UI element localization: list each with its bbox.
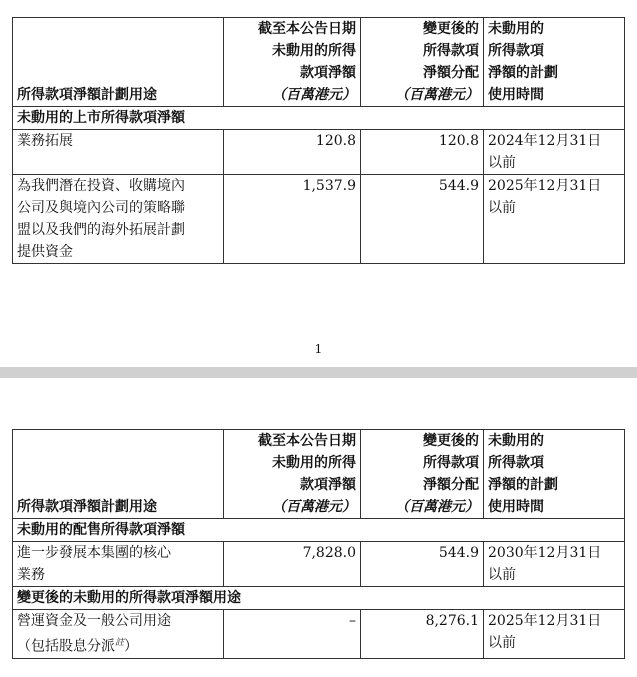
allocation-cell: 544.9: [361, 542, 484, 587]
header-revised-allocation: 變更後的 所得款項 淨額分配 （百萬港元）: [361, 430, 484, 519]
table-row: [13, 175, 625, 264]
footnote-marker: 註: [115, 638, 125, 648]
header-timeline: 未動用的 所得款項 淨額的計劃 使用時間: [484, 18, 625, 107]
header-purpose: 所得款項淨額計劃用途: [13, 430, 224, 519]
allocation-cell: 8,276.1: [361, 610, 484, 659]
timeline-cell: 2025年12月31日 以前: [484, 175, 625, 264]
section-row-revised: [13, 587, 625, 610]
table-header-row: [13, 18, 625, 107]
table-header-row: [13, 430, 625, 519]
purpose-cell: 為我們潛在投資、收購境內 公司及與境內公司的策略聯 盟以及我們的海外拓展計劃 提供資金: [13, 175, 224, 264]
page-number: 1: [314, 342, 323, 356]
purpose-cell: 進一步發展本集團的核心 業務: [13, 542, 224, 587]
header-unused-proceeds: 截至本公告日期 未動用的所得 款項淨額 （百萬港元）: [224, 430, 361, 519]
section-title: 未動用的配售所得款項淨額: [13, 519, 625, 542]
section-row-placing: [13, 519, 625, 542]
unused-cell: –: [224, 610, 361, 659]
section-title: 變更後的未動用的所得款項淨額用途: [13, 587, 625, 610]
document-page-2: [0, 378, 637, 677]
table-row: [13, 542, 625, 587]
section-row-ipo: [13, 107, 625, 130]
section-title: 未動用的上市所得款項淨額: [13, 107, 625, 130]
header-revised-allocation: 變更後的 所得款項 淨額分配 （百萬港元）: [361, 18, 484, 107]
header-purpose: 所得款項淨額計劃用途: [13, 18, 224, 107]
unused-cell: 7,828.0: [224, 542, 361, 587]
unused-cell: 1,537.9: [224, 175, 361, 264]
allocation-cell: 120.8: [361, 130, 484, 175]
purpose-cell: 營運資金及一般公司用途 （包括股息分派$^註$）: [13, 610, 224, 659]
timeline-cell: 2030年12月31日 以前: [484, 542, 625, 587]
header-timeline: 未動用的 所得款項 淨額的計劃 使用時間: [484, 430, 625, 519]
timeline-cell: 2024年12月31日 以前: [484, 130, 625, 175]
allocation-cell: 544.9: [361, 175, 484, 264]
table-row: [13, 610, 625, 659]
proceeds-table-1: [12, 17, 625, 264]
proceeds-table-2: [12, 429, 625, 659]
timeline-cell: 2025年12月31日 以前: [484, 610, 625, 659]
page-separator: [0, 367, 637, 378]
header-unused-proceeds: 截至本公告日期 未動用的所得 款項淨額 （百萬港元）: [224, 18, 361, 107]
unused-cell: 120.8: [224, 130, 361, 175]
purpose-cell: 業務拓展: [13, 130, 224, 175]
table-row: [13, 130, 625, 175]
